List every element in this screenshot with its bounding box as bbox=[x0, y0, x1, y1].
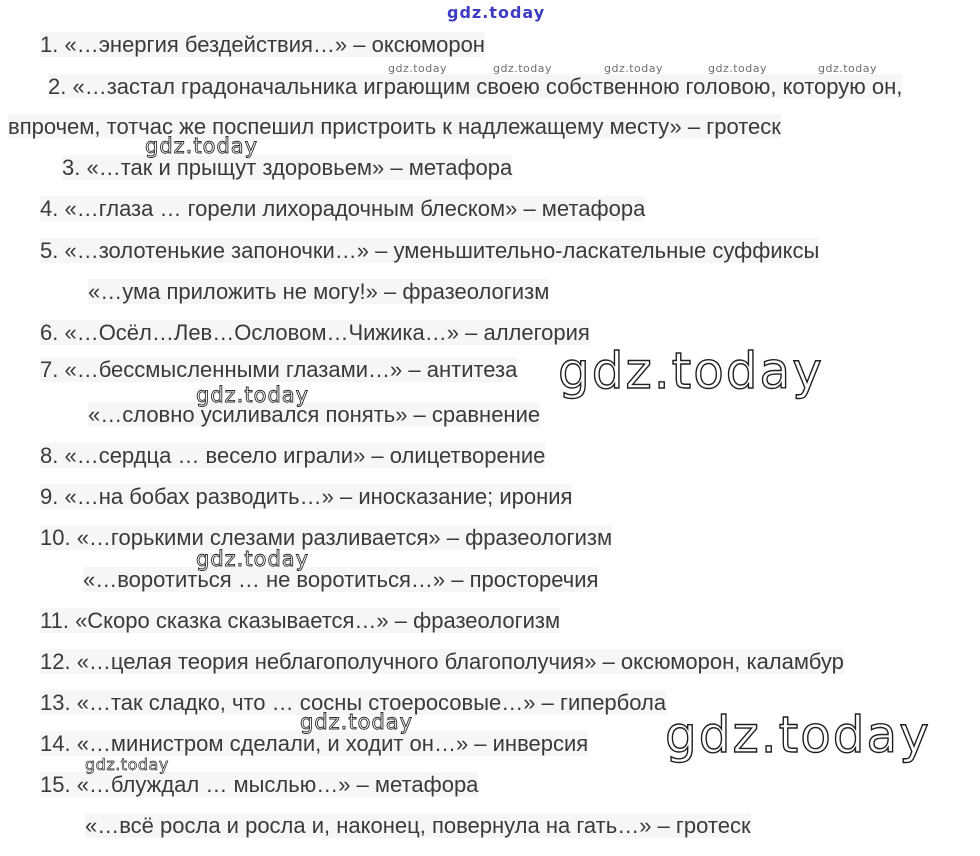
watermark-gdz-small-1: gdz.today bbox=[388, 62, 448, 75]
watermark-gdz-top-blue: gdz.today bbox=[447, 3, 546, 22]
list-item-7: 7. «…бессмысленными глазами…» – антитеза bbox=[40, 357, 518, 382]
list-item-13: 13. «…так сладко, что … сосны стоеросовые…» – гипербола bbox=[40, 690, 667, 715]
watermark-gdz-large-2: gdz.today bbox=[665, 706, 931, 764]
list-item-9: 9. «…на бобах разводить…» – иносказание; ирония bbox=[40, 484, 573, 509]
list-item-15-subquote: «…всё росла и росла и, наконец, повернула на гать…» – гротеск bbox=[85, 813, 751, 838]
list-item-1: 1. «…энергия бездействия…» – оксюморон bbox=[40, 32, 485, 57]
list-item-14: 14. «…министром сделали, и ходит он…» – инверсия bbox=[40, 731, 589, 756]
list-item-3: 3. «…так и прыщут здоровьем» – метафора bbox=[62, 155, 513, 180]
list-item-4: 4. «…глаза … горели лихорадочным блеском» – метафора bbox=[40, 196, 646, 221]
watermark-gdz-small-3: gdz.today bbox=[604, 62, 664, 75]
watermark-gdz-large-1: gdz.today bbox=[558, 342, 824, 400]
list-item-10-subquote: «…воротиться … не воротиться…» – просторечия bbox=[83, 567, 599, 592]
watermark-gdz-tiny-1: gdz.today bbox=[85, 755, 169, 774]
list-item-11: 11. «Скоро сказка сказывается…» – фразеологизм bbox=[40, 608, 561, 633]
watermark-gdz-medium-1: gdz.today bbox=[145, 134, 259, 158]
list-item-5: 5. «…золотенькие запоночки…» – уменьшительно-ласкательные суффиксы bbox=[40, 238, 820, 263]
list-item-5-subquote: «…ума приложить не могу!» – фразеологизм bbox=[88, 279, 550, 304]
list-item-2-line-1: 2. «…застал градоначальника играющим своею собственною головою, которую он, bbox=[48, 74, 903, 99]
list-item-10: 10. «…горькими слезами разливается» – фразеологизм bbox=[40, 525, 613, 550]
watermark-gdz-medium-4: gdz.today bbox=[300, 710, 414, 734]
list-item-2-line-2: впрочем, тотчас же поспешил пристроить к надлежащему месту» – гротеск bbox=[8, 114, 781, 139]
list-item-7-subquote: «…словно усиливался понять» – сравнение bbox=[88, 402, 541, 427]
watermark-gdz-small-4: gdz.today bbox=[708, 62, 768, 75]
watermark-gdz-medium-3: gdz.today bbox=[196, 547, 310, 571]
list-item-12: 12. «…целая теория неблагополучного благополучия» – оксюморон, каламбур bbox=[40, 649, 844, 674]
list-item-8: 8. «…сердца … весело играли» – олицетворение bbox=[40, 443, 546, 468]
watermark-gdz-medium-2: gdz.today bbox=[196, 383, 310, 407]
watermark-gdz-small-5: gdz.today bbox=[818, 62, 878, 75]
watermark-gdz-small-2: gdz.today bbox=[493, 62, 553, 75]
list-item-15: 15. «…блуждал … мыслью…» – метафора bbox=[40, 772, 479, 797]
list-item-6: 6. «…Осёл…Лев…Ословом…Чижика…» – аллегория bbox=[40, 320, 590, 345]
